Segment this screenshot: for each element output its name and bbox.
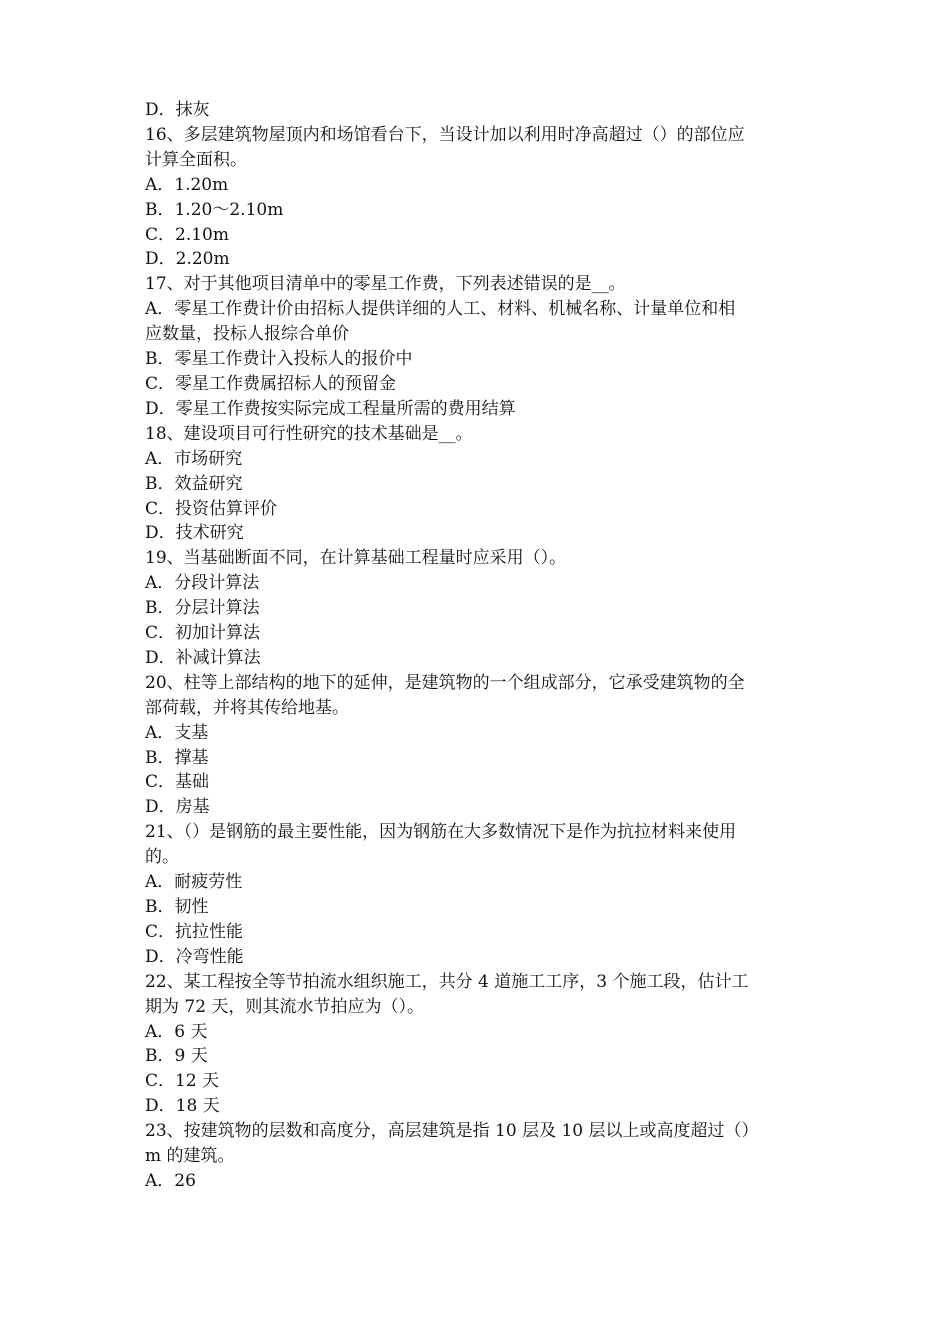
text-line: 21、（）是钢筋的最主要性能，因为钢筋在大多数情况下是作为抗拉材料来使用 [145,822,737,843]
text-line: D．房基 [145,797,210,818]
text-line: A．市场研究 [145,448,243,469]
question-text-block [145,98,825,1194]
text-line: C．投资估算评价 [145,498,278,519]
text-line: B．9 天 [145,1046,208,1067]
text-line: C．2.10m [145,224,229,245]
text-line: B．韧性 [145,897,209,917]
text-line: 17、对于其他项目清单中的零星工作费，下列表述错误的是__。 [145,274,626,295]
text-line: A．耐疲劳性 [145,872,243,893]
text-line: D．2.20m [145,249,230,270]
text-line: B．分层计算法 [145,598,260,619]
text-line: C．初加计算法 [145,623,261,644]
text-line: B．零星工作费计入投标人的报价中 [145,349,413,370]
text-line: 18、建设项目可行性研究的技术基础是__。 [145,423,473,444]
text-line: B．撑基 [145,747,209,768]
text-line: D．补减计算法 [145,647,261,668]
text-line: D．18 天 [145,1096,220,1117]
text-line: C．12 天 [145,1071,220,1092]
text-line: D．冷弯性能 [145,946,244,967]
text-line: A．支基 [145,722,209,743]
text-line: A．零星工作费计价由招标人提供详细的人工、材料、机械名称、计量单位和相 [145,299,736,320]
text-line: 19、当基础断面不同，在计算基础工程量时应采用（）。 [145,548,567,569]
text-line: C．基础 [145,772,210,793]
text-line: A．6 天 [145,1021,208,1042]
text-line: A．26 [145,1170,196,1191]
text-line: 期为 72 天，则其流水节拍应为（）。 [145,996,424,1017]
text-line: A．分段计算法 [145,573,260,594]
text-line: 22、某工程按全等节拍流水组织施工，共分 4 道施工工序，3 个施工段，估计工 [145,971,749,992]
text-line: 16、多层建筑物屋顶内和场馆看台下，当设计加以利用时净高超过（）的部位应 [145,124,745,145]
text-line: 的。 [145,847,179,868]
text-line: C．零星工作费属招标人的预留金 [145,373,397,394]
text-line: 计算全面积。 [145,149,247,170]
text-line: B．1.20～2.10m [145,199,284,220]
text-line: 23、按建筑物的层数和高度分，高层建筑是指 10 层及 10 层以上或高度超过（） [145,1121,759,1142]
text-line: B．效益研究 [145,473,243,494]
text-line: A．1.20m [145,174,229,195]
text-line: 应数量，投标人报综合单价 [145,324,349,345]
text-line: D．抹灰 [145,100,210,120]
text-line: D．技术研究 [145,523,244,544]
text-line: D．零星工作费按实际完成工程量所需的费用结算 [145,398,516,419]
text-line: C．抗拉性能 [145,921,244,942]
text-line: 部荷载，并将其传给地基。 [145,697,349,718]
text-line: m 的建筑。 [145,1146,235,1167]
text-line: 20、柱等上部结构的地下的延伸，是建筑物的一个组成部分，它承受建筑物的全 [145,672,745,693]
